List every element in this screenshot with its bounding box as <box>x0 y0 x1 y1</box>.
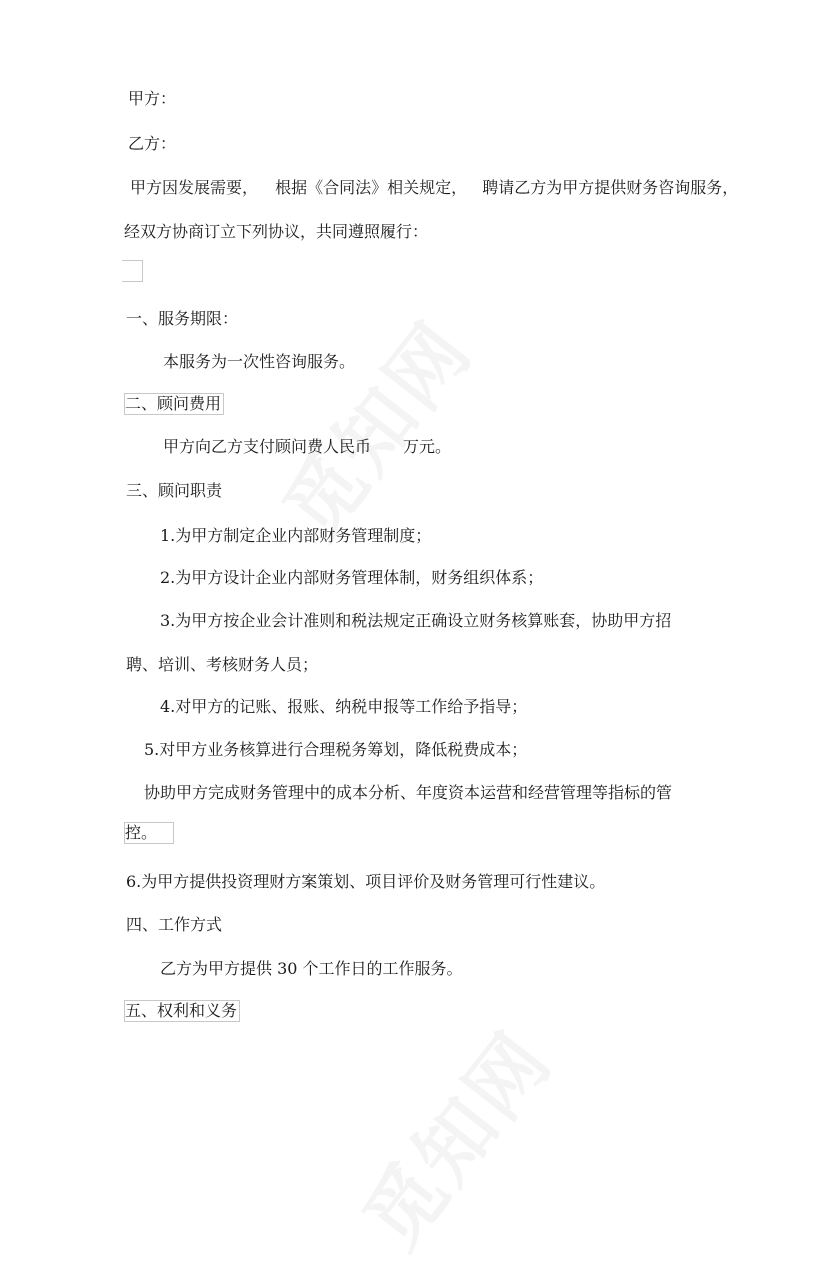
intro-segment-1: 甲方因发展需要， <box>130 178 259 197</box>
section-3-item-3-line-2: 聘、培训、考核财务人员； <box>126 655 319 674</box>
fee-text: 甲方向乙方支付顾问费人民币 <box>163 437 372 456</box>
section-4-title: 四、工作方式 <box>126 915 223 934</box>
section-5-title: 五、权利和义务 <box>124 1000 240 1022</box>
empty-field-box <box>122 260 143 282</box>
section-3-item-4: 4.对甲方的记账、报账、纳税申报等工作给予指导； <box>160 697 528 716</box>
intro-line-2: 经双方协商订立下列协议，共同遵照履行： <box>124 222 429 241</box>
section-2-body <box>163 437 451 457</box>
fee-unit: 万元。 <box>403 437 452 456</box>
section-3-extra-line-2: 控。 <box>124 822 174 844</box>
section-3-title: 三、顾问职责 <box>126 481 223 500</box>
section-1-title: 一、服务期限： <box>126 309 239 328</box>
intro-segment-2: 根据《合同法》相关规定， <box>275 178 468 197</box>
section-1-body: 本服务为一次性咨询服务。 <box>163 352 356 371</box>
watermark-1 <box>253 295 493 558</box>
section-3-item-6: 6.为甲方提供投资理财方案策划、项目评价及财务管理可行性建议。 <box>126 872 606 891</box>
section-3-item-5: 5.对甲方业务核算进行合理税务筹划，降低税费成本； <box>144 740 528 759</box>
section-3-item-3-line-1: 3.为甲方按企业会计准则和税法规定正确设立财务核算账套，协助甲方招 <box>160 611 672 630</box>
section-3-item-2: 2.为甲方设计企业内部财务管理体制，财务组织体系； <box>160 568 544 587</box>
party-b-label: 乙方： <box>128 134 177 153</box>
party-a-label: 甲方： <box>128 89 177 108</box>
watermark-2 <box>333 1005 573 1267</box>
intro-line-1 <box>130 178 739 198</box>
section-2-title: 二、顾问费用 <box>124 393 224 415</box>
intro-segment-3: 聘请乙方为甲方提供财务咨询服务， <box>482 178 739 197</box>
section-3-item-1: 1.为甲方制定企业内部财务管理制度； <box>160 526 432 545</box>
section-4-body: 乙方为甲方提供 30 个工作日的工作服务。 <box>160 959 463 978</box>
section-3-extra-line-1: 协助甲方完成财务管理中的成本分析、年度资本运营和经营管理等指标的管 <box>144 783 673 802</box>
